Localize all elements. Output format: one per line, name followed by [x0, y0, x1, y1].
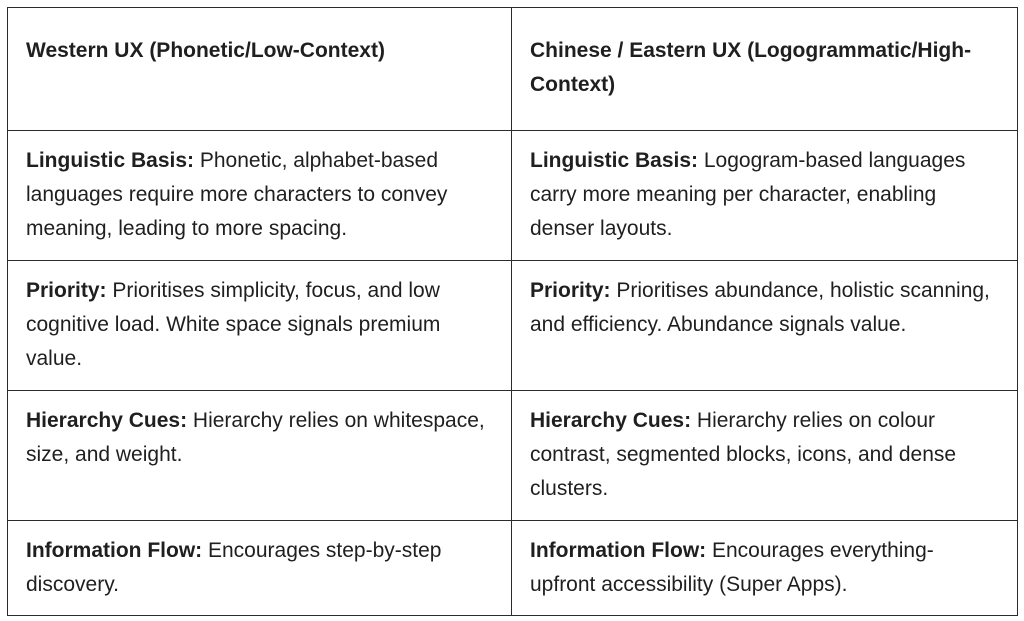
cell-text: Prioritises abundance, holistic scanning, and efficiency. Abundance signals value.	[530, 279, 990, 336]
cell-eastern-priority	[512, 261, 1018, 391]
cell-label: Information Flow:	[530, 539, 707, 562]
table-header-row	[8, 8, 1018, 131]
comparison-table	[7, 7, 1018, 616]
cell-text: Logogram-based languages carry more meaning per character, enabling denser layouts.	[530, 149, 966, 240]
cell-text: Hierarchy relies on colour contrast, segmented blocks, icons, and dense clusters.	[530, 409, 957, 500]
cell-label: Priority:	[26, 279, 107, 302]
cell-text: Hierarchy relies on whitespace, size, and weight.	[26, 409, 485, 466]
cell-label: Linguistic Basis:	[26, 149, 195, 172]
cell-text: Phonetic, alphabet-based languages require more characters to convey meaning, leading to more spacing.	[26, 149, 448, 240]
cell-label: Hierarchy Cues:	[26, 409, 188, 432]
header-eastern: Chinese / Eastern UX (Logogrammatic/High-Context)	[512, 8, 1018, 131]
cell-text: Prioritises simplicity, focus, and low cognitive load. White space signals premium value.	[26, 279, 441, 370]
cell-label: Information Flow:	[26, 539, 203, 562]
cell-western-information-flow	[8, 521, 512, 616]
cell-label: Linguistic Basis:	[530, 149, 699, 172]
cell-western-priority	[8, 261, 512, 391]
cell-western-linguistic-basis	[8, 131, 512, 261]
cell-text: Encourages everything-upfront accessibility (Super Apps).	[530, 539, 934, 596]
table-row	[8, 391, 1018, 521]
table-row	[8, 261, 1018, 391]
cell-eastern-hierarchy-cues	[512, 391, 1018, 521]
table-row	[8, 521, 1018, 616]
header-western: Western UX (Phonetic/Low-Context)	[8, 8, 512, 131]
cell-text: Encourages step-by-step discovery.	[26, 539, 442, 596]
cell-eastern-information-flow	[512, 521, 1018, 616]
table-row	[8, 131, 1018, 261]
cell-label: Hierarchy Cues:	[530, 409, 692, 432]
cell-label: Priority:	[530, 279, 611, 302]
cell-western-hierarchy-cues	[8, 391, 512, 521]
cell-eastern-linguistic-basis	[512, 131, 1018, 261]
